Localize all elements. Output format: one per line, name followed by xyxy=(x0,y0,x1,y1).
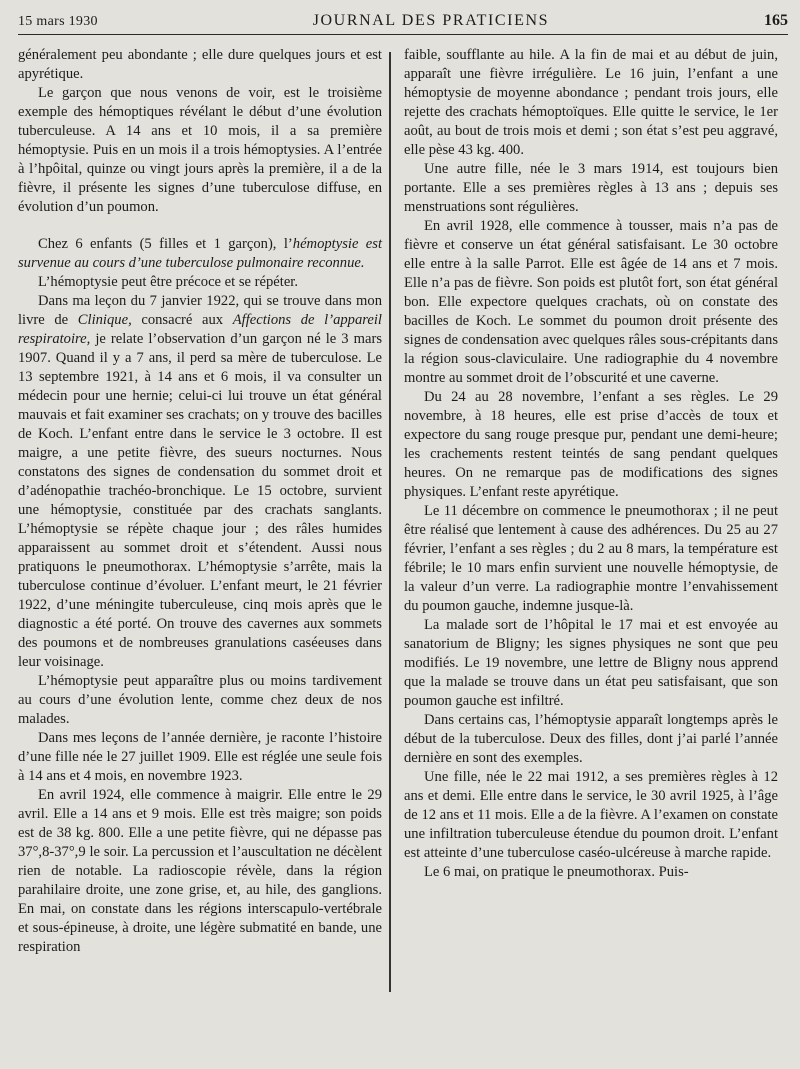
text-span: consacré aux xyxy=(131,312,233,328)
journal-title: JOURNAL DES PRATICIENS xyxy=(312,12,550,29)
book-title-affections: Affections de l’appareil respiratoire, xyxy=(18,312,382,347)
section-intro xyxy=(18,235,382,273)
paragraph: Dans mes leçons de l’année dernière, je raconte l’histoire d’une fille née le 27 juillet 1909. Elle est réglée une seule fois à 14 ans et 4 mois, en novembre 1923. xyxy=(18,730,382,784)
book-title-clinique: Clinique, xyxy=(77,312,132,328)
paragraph: L’hémoptysie peut être précoce et se répéter. xyxy=(38,274,299,290)
paragraph: Une fille, née le 22 mai 1912, a ses premières règles à 12 ans et demi. Elle entre dans le service, le 30 avril 1925, à l’âge de 12 ans et 11 mois. Elle a de la fièvre. A l’examen on constate une infiltration tuberculeuse étendue du poumon droit. L’enfant est atteinte d’une tuberculose caséo-ulcéreuse à marche rapide. xyxy=(404,769,778,861)
issue-date: 15 mars 1930 xyxy=(18,14,98,29)
text-span: Chez 6 enfants (5 filles et 1 garçon), l’ xyxy=(38,236,293,252)
paragraph: En avril 1928, elle commence à tousser, mais n’a pas de fièvre et conserve un état général satisfaisant. Le 30 octobre elle entre à la salle Parrot. Elle est âgée de 14 ans et 7 mois. Elle n’a pas de fièvre. Son poids est plutôt fort, son état général bon. Elle expectore quelques crachats, où on constate des bacilles de Koch. Le sommet du poumon droit présente des signes de condensation avec quelques râles sous-crépitants dans la région sous-claviculaire. Une radiographie du 4 novembre montre au sommet droit de l’obscurité et une caverne. xyxy=(404,218,778,386)
paragraph: Une autre fille, née le 3 mars 1914, est toujours bien portante. Elle a ses premières règles à 13 ans ; depuis ses menstruations sont régulières. xyxy=(404,161,778,215)
italic-emphasis: hémoptysie est survenue au cours d’une tuberculose pulmonaire reconnue. xyxy=(18,236,383,271)
left-column xyxy=(18,46,382,957)
paragraph: En avril 1924, elle commence à maigrir. Elle entre le 29 avril. Elle a 14 ans et 9 mois. Elle est très maigre; son poids est de 38 kg. 800. Elle a une petite fièvre, qui ne dépasse pas 37°,8-37°,9 le soir. La percussion et l’auscultation ne décèlent rien de notable. La radioscopie révèle, dans la région parahilaire droite, une zone grise, et, au hile, des ganglions. En mai, on constate dans les régions interscapulo-vertébrale et sous-épineuse, à droite, une légère submatité en bande, une respiration xyxy=(18,787,382,955)
text-span: je relate l’observation d’un garçon né le 3 mars 1907. Quand il y a 7 ans, il perd sa mère de tuberculose. Le 13 septembre 1921, à 14 ans et 6 mois, il va consulter un médecin pour une hernie; celui-ci lui trouve un état général mauvais et fait examiner ses crachats; on y trouve des bacilles de Koch. L’enfant entre dans le service le 3 octobre. Il est maigre, a une petite fièvre, des sueurs nocturnes. Nous constatons des signes de condensation du sommet droit et d’adénopathie trachéo-bronchique. Le 15 octobre, survient une hémoptysie, constituée par des crachats sanglants. L’hémoptysie se répète chaque jour ; des râles humides apparaissent au sommet droit et s’étendent. Aussi nous pratiquons le pneumothorax. L’hémoptysie s’arrête, mais la tuberculose continue d’évoluer. L’enfant meurt, le 21 février 1922, d’une méningite tuberculeuse, cinq mois après que le diagnostic a été porté. On trouve des cavernes aux sommets des poumons et de nombreuses granulations caséeuses dans leur voisinage. xyxy=(18,331,382,670)
paragraph: Dans certains cas, l’hémoptysie apparaît longtemps après le début de la tuberculose. Deux des filles, dont j’ai parlé l’année dernière en sont des exemples. xyxy=(404,712,778,766)
paragraph: La malade sort de l’hôpital le 17 mai et est envoyée au sanatorium de Bligny; les signes physiques ne sont que peu modifiés. Le 19 novembre, une lettre de Bligny nous apprend que la malade se trouve dans un état peu satisfaisant, que son poumon gauche est infiltré. xyxy=(404,617,778,709)
paragraph: Du 24 au 28 novembre, l’enfant a ses règles. Le 29 novembre, à 18 heures, elle est prise d’accès de toux et expectore du sang rouge presque pur, pendant une demi-heure; les crachements restent teintés de sang pendant quelques heures. On ne remarque pas de modifications des signes physiques. L’enfant reste apyrétique. xyxy=(404,389,778,500)
paragraph: Le 6 mai, on pratique le pneumothorax. Puis- xyxy=(424,864,689,880)
right-column xyxy=(404,46,778,882)
page-header xyxy=(18,12,788,35)
text-span: Dans ma leçon du 7 janvier 1922, qui se trouve dans mon livre de xyxy=(18,293,382,328)
column-divider xyxy=(389,52,391,992)
paragraph: généralement peu abondante ; elle dure quelques jours et est apyrétique. xyxy=(18,47,382,82)
paragraph: Le 11 décembre on commence le pneumothorax ; il ne peut être réalisé que lentement à cause des adhérences. Du 25 au 27 février, l’enfant a ses règles ; du 2 au 8 mars, la température est fébrile; le 10 mars enfin survient une nouvelle hémoptysie, de la valeur d’un verre. La radiographie montre l’envahissement du poumon gauche, indemne jusque-là. xyxy=(404,503,778,614)
paragraph: Le garçon que nous venons de voir, est le troisième exemple des hémoptiques révélant le début d’une évolution tuberculeuse. A 14 ans et 10 mois, il a sa première hémoptysie. Puis en un mois il a trois hémoptysies. A l’entrée à l’hpôital, quinze ou vingt jours après la première, il a de la fièvre, il présente les signes d’une tuberculose diffuse, en évolution d’un poumon. xyxy=(18,85,382,215)
paragraph: faible, soufflante au hile. A la fin de mai et au début de juin, apparaît une fièvre irrégulière. Le 16 juin, l’enfant a une hémoptysie de moyenne abondance ; pendant trois jours, elle rejette des crachats hémoptoïques. Elle quitte le service, le 1er août, au bout de trois mois et demi ; son état s’est peu aggravé, elle pèse 43 kg. 400. xyxy=(404,47,778,158)
paragraph xyxy=(18,292,382,672)
page-number: 165 xyxy=(763,12,788,29)
paragraph: L’hémoptysie peut apparaître plus ou moins tardivement au cours d’une évolution lente, comme chez deux de nos malades. xyxy=(18,673,382,727)
